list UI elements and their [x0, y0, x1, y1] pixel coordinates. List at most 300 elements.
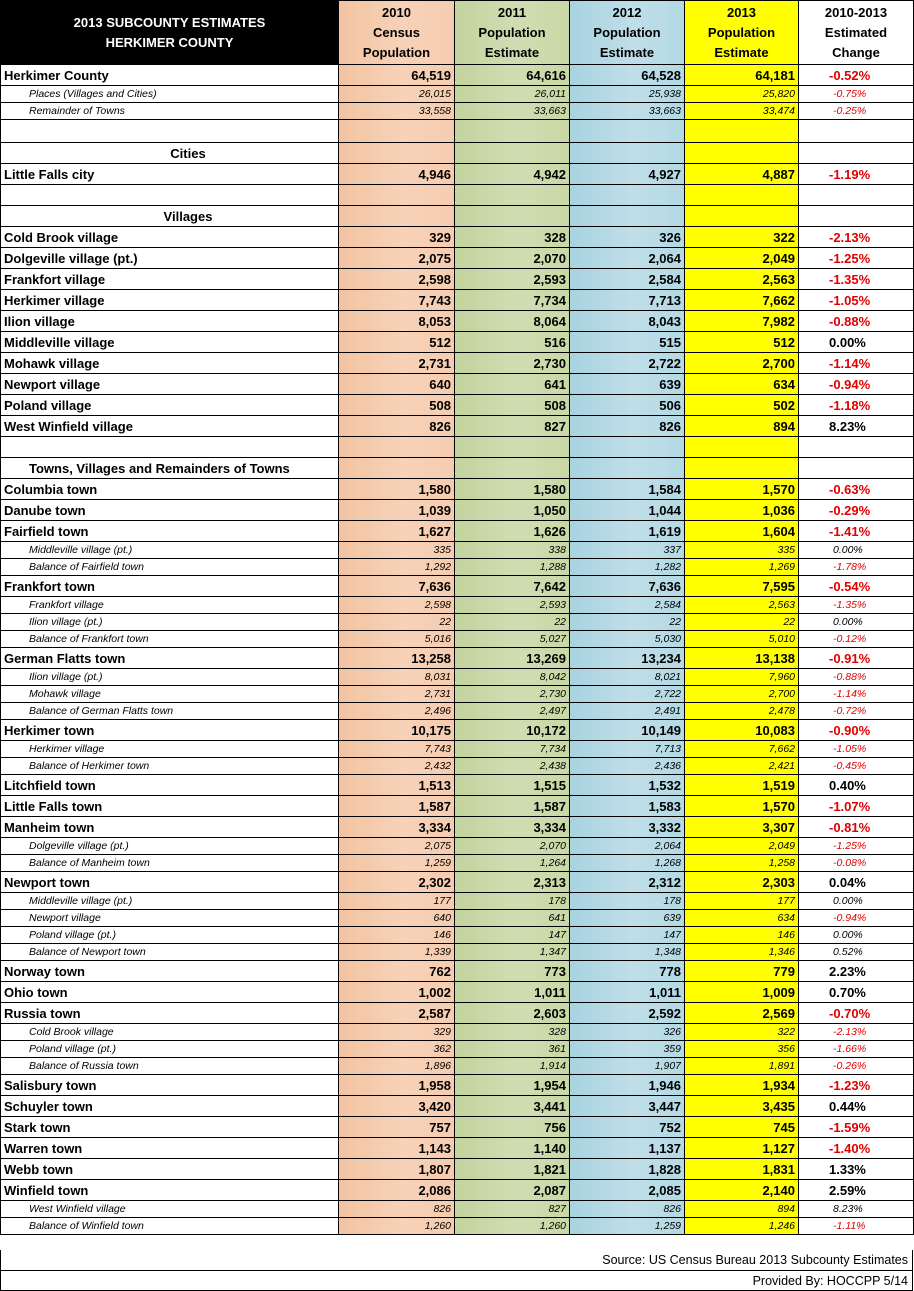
pop-2010: 4,946	[339, 164, 455, 185]
pop-2012: 7,636	[570, 576, 685, 597]
table-subrow	[1, 927, 914, 944]
empty-cell	[1, 185, 339, 206]
pop-2011: 64,616	[455, 65, 570, 86]
pop-2010: 10,175	[339, 720, 455, 741]
estimated-change: 8.23%	[799, 1201, 914, 1218]
pop-2013: 2,563	[685, 269, 799, 290]
pop-2013: 322	[685, 1024, 799, 1041]
estimated-change: -1.23%	[799, 1075, 914, 1096]
pop-2011: 8,064	[455, 311, 570, 332]
pop-2013: 146	[685, 927, 799, 944]
pop-2012: 64,528	[570, 65, 685, 86]
pop-2010: 8,031	[339, 669, 455, 686]
pop-2011: 2,087	[455, 1180, 570, 1201]
place-name: Mohawk village	[1, 686, 339, 703]
pop-2010: 2,432	[339, 758, 455, 775]
spacer-row	[1, 185, 914, 206]
pop-2012: 3,447	[570, 1096, 685, 1117]
table-subrow	[1, 559, 914, 576]
pop-2010: 1,896	[339, 1058, 455, 1075]
table-row	[1, 1180, 914, 1201]
header-text: Estimated	[824, 24, 888, 40]
pop-2011: 641	[455, 374, 570, 395]
estimated-change: -1.18%	[799, 395, 914, 416]
estimated-change: 2.59%	[799, 1180, 914, 1201]
pop-2010: 1,260	[339, 1218, 455, 1235]
pop-2012: 2,085	[570, 1180, 685, 1201]
pop-2011: 4,942	[455, 164, 570, 185]
sheet-title	[1, 1, 339, 65]
pop-2012: 7,713	[570, 741, 685, 758]
pop-2012: 7,713	[570, 290, 685, 311]
estimated-change: -0.70%	[799, 1003, 914, 1024]
estimated-change: 0.00%	[799, 332, 914, 353]
table-subrow	[1, 103, 914, 120]
place-name: Warren town	[1, 1138, 339, 1159]
pop-2011: 1,288	[455, 559, 570, 576]
pop-2012: 1,907	[570, 1058, 685, 1075]
place-name: Danube town	[1, 500, 339, 521]
section-heading-row	[1, 458, 914, 479]
pop-2010: 33,558	[339, 103, 455, 120]
pop-2012: 2,722	[570, 353, 685, 374]
pop-2010: 2,598	[339, 597, 455, 614]
pop-2010: 1,627	[339, 521, 455, 542]
estimated-change: -2.13%	[799, 1024, 914, 1041]
pop-2012: 1,137	[570, 1138, 685, 1159]
pop-2010: 335	[339, 542, 455, 559]
pop-2012: 2,592	[570, 1003, 685, 1024]
place-name: Herkimer village	[1, 741, 339, 758]
pop-2013: 894	[685, 416, 799, 437]
pop-2011: 1,515	[455, 775, 570, 796]
empty-cell	[339, 437, 455, 458]
pop-2013: 745	[685, 1117, 799, 1138]
pop-2013: 3,435	[685, 1096, 799, 1117]
pop-2013: 502	[685, 395, 799, 416]
pop-2012: 147	[570, 927, 685, 944]
estimated-change: -1.40%	[799, 1138, 914, 1159]
pop-2013: 1,009	[685, 982, 799, 1003]
pop-2011: 2,603	[455, 1003, 570, 1024]
estimated-change: -1.19%	[799, 164, 914, 185]
empty-cell	[799, 206, 914, 227]
estimated-change: -0.45%	[799, 758, 914, 775]
pop-2012: 1,011	[570, 982, 685, 1003]
table-subrow	[1, 669, 914, 686]
pop-2012: 1,584	[570, 479, 685, 500]
header-2010-census	[339, 1, 455, 65]
pop-2013: 7,595	[685, 576, 799, 597]
pop-2012: 22	[570, 614, 685, 631]
pop-2011: 1,626	[455, 521, 570, 542]
place-name: Balance of Fairfield town	[1, 559, 339, 576]
table-row	[1, 576, 914, 597]
pop-2012: 2,064	[570, 838, 685, 855]
pop-2011: 2,730	[455, 353, 570, 374]
header-text: 2010-2013	[824, 4, 888, 20]
pop-2013: 177	[685, 893, 799, 910]
pop-2011: 338	[455, 542, 570, 559]
pop-2013: 1,604	[685, 521, 799, 542]
pop-2011: 361	[455, 1041, 570, 1058]
pop-2013: 894	[685, 1201, 799, 1218]
empty-cell	[685, 458, 799, 479]
pop-2012: 13,234	[570, 648, 685, 669]
pop-2012: 506	[570, 395, 685, 416]
place-name: Balance of Newport town	[1, 944, 339, 961]
place-name: Stark town	[1, 1117, 339, 1138]
pop-2010: 1,958	[339, 1075, 455, 1096]
pop-2012: 639	[570, 910, 685, 927]
pop-2010: 1,513	[339, 775, 455, 796]
place-name: Mohawk village	[1, 353, 339, 374]
empty-cell	[455, 437, 570, 458]
header-row	[1, 1, 914, 65]
pop-2012: 1,583	[570, 796, 685, 817]
pop-2010: 13,258	[339, 648, 455, 669]
pop-2010: 1,587	[339, 796, 455, 817]
estimated-change: 0.70%	[799, 982, 914, 1003]
pop-2010: 7,743	[339, 741, 455, 758]
pop-2011: 7,734	[455, 290, 570, 311]
pop-2013: 1,831	[685, 1159, 799, 1180]
title-line-2: HERKIMER COUNTY	[105, 34, 234, 50]
pop-2013: 779	[685, 961, 799, 982]
place-name: Balance of Frankfort town	[1, 631, 339, 648]
table-subrow	[1, 838, 914, 855]
table-subrow	[1, 686, 914, 703]
pop-2013: 2,563	[685, 597, 799, 614]
estimated-change: -1.35%	[799, 597, 914, 614]
pop-2012: 2,584	[570, 269, 685, 290]
estimated-change: -1.41%	[799, 521, 914, 542]
pop-2013: 7,960	[685, 669, 799, 686]
pop-2013: 1,570	[685, 796, 799, 817]
table-row	[1, 1003, 914, 1024]
place-name: Newport town	[1, 872, 339, 893]
place-name: Ilion village (pt.)	[1, 614, 339, 631]
pop-2013: 2,569	[685, 1003, 799, 1024]
place-name: Herkimer town	[1, 720, 339, 741]
pop-2012: 326	[570, 227, 685, 248]
empty-cell	[685, 437, 799, 458]
estimated-change: -0.29%	[799, 500, 914, 521]
pop-2011: 2,497	[455, 703, 570, 720]
header-text: 2012	[612, 4, 642, 20]
table-row	[1, 164, 914, 185]
empty-cell	[339, 143, 455, 164]
table-row	[1, 648, 914, 669]
pop-2011: 756	[455, 1117, 570, 1138]
pop-2013: 1,934	[685, 1075, 799, 1096]
section-heading: Cities	[1, 143, 339, 164]
table-row	[1, 720, 914, 741]
table-row	[1, 248, 914, 269]
pop-2012: 10,149	[570, 720, 685, 741]
estimated-change: -1.14%	[799, 686, 914, 703]
table-row	[1, 982, 914, 1003]
table-subrow	[1, 703, 914, 720]
estimated-change: 8.23%	[799, 416, 914, 437]
pop-2011: 3,441	[455, 1096, 570, 1117]
section-heading: Villages	[1, 206, 339, 227]
pop-2011: 1,580	[455, 479, 570, 500]
table-row	[1, 374, 914, 395]
pop-2011: 641	[455, 910, 570, 927]
pop-2012: 1,946	[570, 1075, 685, 1096]
place-name: Frankfort village	[1, 597, 339, 614]
pop-2010: 146	[339, 927, 455, 944]
empty-cell	[339, 120, 455, 143]
header-text: 2011	[497, 4, 527, 20]
place-name: Schuyler town	[1, 1096, 339, 1117]
estimated-change: -1.35%	[799, 269, 914, 290]
estimated-change: -0.88%	[799, 669, 914, 686]
pop-2013: 335	[685, 542, 799, 559]
pop-2010: 64,519	[339, 65, 455, 86]
table-row	[1, 872, 914, 893]
pop-2013: 64,181	[685, 65, 799, 86]
estimated-change: 0.00%	[799, 614, 914, 631]
pop-2013: 2,049	[685, 248, 799, 269]
header-2013-estimate	[685, 1, 799, 65]
pop-2010: 826	[339, 1201, 455, 1218]
estimated-change: -1.05%	[799, 741, 914, 758]
place-name: Manheim town	[1, 817, 339, 838]
estimated-change: 0.44%	[799, 1096, 914, 1117]
pop-2013: 13,138	[685, 648, 799, 669]
pop-2010: 3,420	[339, 1096, 455, 1117]
place-name: Little Falls city	[1, 164, 339, 185]
pop-2010: 1,143	[339, 1138, 455, 1159]
estimated-change: -0.94%	[799, 374, 914, 395]
table-row	[1, 1096, 914, 1117]
table-subrow	[1, 910, 914, 927]
pop-2011: 2,593	[455, 597, 570, 614]
pop-2010: 8,053	[339, 311, 455, 332]
pop-2013: 512	[685, 332, 799, 353]
pop-2013: 1,036	[685, 500, 799, 521]
header-text: Population	[478, 24, 546, 40]
pop-2012: 1,828	[570, 1159, 685, 1180]
pop-2012: 178	[570, 893, 685, 910]
estimated-change: -0.12%	[799, 631, 914, 648]
pop-2012: 3,332	[570, 817, 685, 838]
pop-2012: 826	[570, 1201, 685, 1218]
table-row	[1, 395, 914, 416]
estimated-change: -1.25%	[799, 248, 914, 269]
place-name: Balance of Russia town	[1, 1058, 339, 1075]
estimated-change: 0.04%	[799, 872, 914, 893]
table-subrow	[1, 614, 914, 631]
place-name: Ilion village (pt.)	[1, 669, 339, 686]
pop-2010: 3,334	[339, 817, 455, 838]
pop-2011: 2,313	[455, 872, 570, 893]
estimated-change: -0.26%	[799, 1058, 914, 1075]
table-row	[1, 353, 914, 374]
pop-2013: 634	[685, 910, 799, 927]
empty-cell	[799, 458, 914, 479]
place-name: Places (Villages and Cities)	[1, 86, 339, 103]
place-name: Balance of Herkimer town	[1, 758, 339, 775]
pop-2013: 322	[685, 227, 799, 248]
pop-2011: 1,914	[455, 1058, 570, 1075]
pop-2010: 2,587	[339, 1003, 455, 1024]
pop-2013: 10,083	[685, 720, 799, 741]
table-subrow	[1, 1218, 914, 1235]
table-subrow	[1, 893, 914, 910]
pop-2013: 3,307	[685, 817, 799, 838]
pop-2013: 22	[685, 614, 799, 631]
pop-2010: 1,259	[339, 855, 455, 872]
estimated-change: 0.00%	[799, 893, 914, 910]
place-name: Balance of Winfield town	[1, 1218, 339, 1235]
table-row	[1, 290, 914, 311]
place-name: Columbia town	[1, 479, 339, 500]
place-name: German Flatts town	[1, 648, 339, 669]
pop-2011: 1,587	[455, 796, 570, 817]
estimated-change: -1.11%	[799, 1218, 914, 1235]
pop-2011: 178	[455, 893, 570, 910]
estimated-change: -0.88%	[799, 311, 914, 332]
empty-cell	[570, 143, 685, 164]
pop-2011: 508	[455, 395, 570, 416]
empty-cell	[570, 185, 685, 206]
place-name: Dolgeville village (pt.)	[1, 248, 339, 269]
pop-2011: 1,050	[455, 500, 570, 521]
table-row	[1, 332, 914, 353]
spacer-row	[1, 437, 914, 458]
table-row	[1, 227, 914, 248]
table-row	[1, 311, 914, 332]
estimated-change: -0.75%	[799, 86, 914, 103]
pop-2013: 2,049	[685, 838, 799, 855]
pop-2011: 1,347	[455, 944, 570, 961]
pop-2010: 826	[339, 416, 455, 437]
estimated-change: -0.25%	[799, 103, 914, 120]
pop-2010: 177	[339, 893, 455, 910]
pop-2013: 2,140	[685, 1180, 799, 1201]
place-name: Newport village	[1, 374, 339, 395]
spacer-row	[1, 120, 914, 143]
pop-2012: 752	[570, 1117, 685, 1138]
pop-2010: 2,731	[339, 686, 455, 703]
pop-2010: 26,015	[339, 86, 455, 103]
empty-cell	[570, 206, 685, 227]
pop-2010: 762	[339, 961, 455, 982]
place-name: Winfield town	[1, 1180, 339, 1201]
place-name: Herkimer village	[1, 290, 339, 311]
empty-cell	[1, 120, 339, 143]
estimated-change: -2.13%	[799, 227, 914, 248]
pop-2010: 1,292	[339, 559, 455, 576]
table-row	[1, 65, 914, 86]
provided-by-note: Provided By: HOCCPP 5/14	[752, 1274, 908, 1288]
pop-2010: 2,075	[339, 838, 455, 855]
pop-2013: 2,421	[685, 758, 799, 775]
pop-2013: 1,246	[685, 1218, 799, 1235]
pop-2010: 1,807	[339, 1159, 455, 1180]
pop-2011: 1,821	[455, 1159, 570, 1180]
pop-2012: 2,436	[570, 758, 685, 775]
header-text: Population	[362, 44, 431, 60]
pop-2010: 7,743	[339, 290, 455, 311]
table-subrow	[1, 1041, 914, 1058]
estimated-change: -0.81%	[799, 817, 914, 838]
place-name: Fairfield town	[1, 521, 339, 542]
header-text: Census	[373, 24, 420, 40]
pop-2013: 1,891	[685, 1058, 799, 1075]
pop-2010: 7,636	[339, 576, 455, 597]
estimated-change: -1.59%	[799, 1117, 914, 1138]
place-name: Remainder of Towns	[1, 103, 339, 120]
pop-2010: 1,580	[339, 479, 455, 500]
place-name: Frankfort village	[1, 269, 339, 290]
place-name: Middleville village	[1, 332, 339, 353]
pop-2012: 8,021	[570, 669, 685, 686]
place-name: Middleville village (pt.)	[1, 893, 339, 910]
pop-2011: 7,734	[455, 741, 570, 758]
place-name: Ilion village	[1, 311, 339, 332]
estimated-change: 0.40%	[799, 775, 914, 796]
place-name: Balance of German Flatts town	[1, 703, 339, 720]
pop-2011: 328	[455, 227, 570, 248]
pop-2013: 2,478	[685, 703, 799, 720]
pop-2010: 2,302	[339, 872, 455, 893]
pop-2012: 33,663	[570, 103, 685, 120]
estimated-change: -1.78%	[799, 559, 914, 576]
pop-2012: 337	[570, 542, 685, 559]
place-name: Cold Brook village	[1, 227, 339, 248]
place-name: Poland village (pt.)	[1, 1041, 339, 1058]
section-heading-row	[1, 143, 914, 164]
pop-2013: 1,570	[685, 479, 799, 500]
pop-2010: 2,075	[339, 248, 455, 269]
place-name: Middleville village (pt.)	[1, 542, 339, 559]
place-name: Litchfield town	[1, 775, 339, 796]
table-row	[1, 796, 914, 817]
pop-2010: 2,731	[339, 353, 455, 374]
pop-2011: 3,334	[455, 817, 570, 838]
place-name: Webb town	[1, 1159, 339, 1180]
table-row	[1, 1159, 914, 1180]
empty-cell	[455, 143, 570, 164]
pop-2011: 33,663	[455, 103, 570, 120]
place-name: Poland village (pt.)	[1, 927, 339, 944]
empty-cell	[339, 206, 455, 227]
pop-2011: 827	[455, 416, 570, 437]
place-name: Ohio town	[1, 982, 339, 1003]
place-name: Newport village	[1, 910, 339, 927]
table-subrow	[1, 86, 914, 103]
pop-2013: 2,303	[685, 872, 799, 893]
pop-2011: 2,070	[455, 248, 570, 269]
place-name: Herkimer County	[1, 65, 339, 86]
pop-2012: 1,268	[570, 855, 685, 872]
pop-2011: 10,172	[455, 720, 570, 741]
pop-2012: 826	[570, 416, 685, 437]
pop-2011: 5,027	[455, 631, 570, 648]
estimated-change: -0.94%	[799, 910, 914, 927]
pop-2012: 1,282	[570, 559, 685, 576]
pop-2013: 634	[685, 374, 799, 395]
table-subrow	[1, 944, 914, 961]
pop-2011: 773	[455, 961, 570, 982]
table-subrow	[1, 758, 914, 775]
table-row	[1, 1138, 914, 1159]
table-subrow	[1, 855, 914, 872]
